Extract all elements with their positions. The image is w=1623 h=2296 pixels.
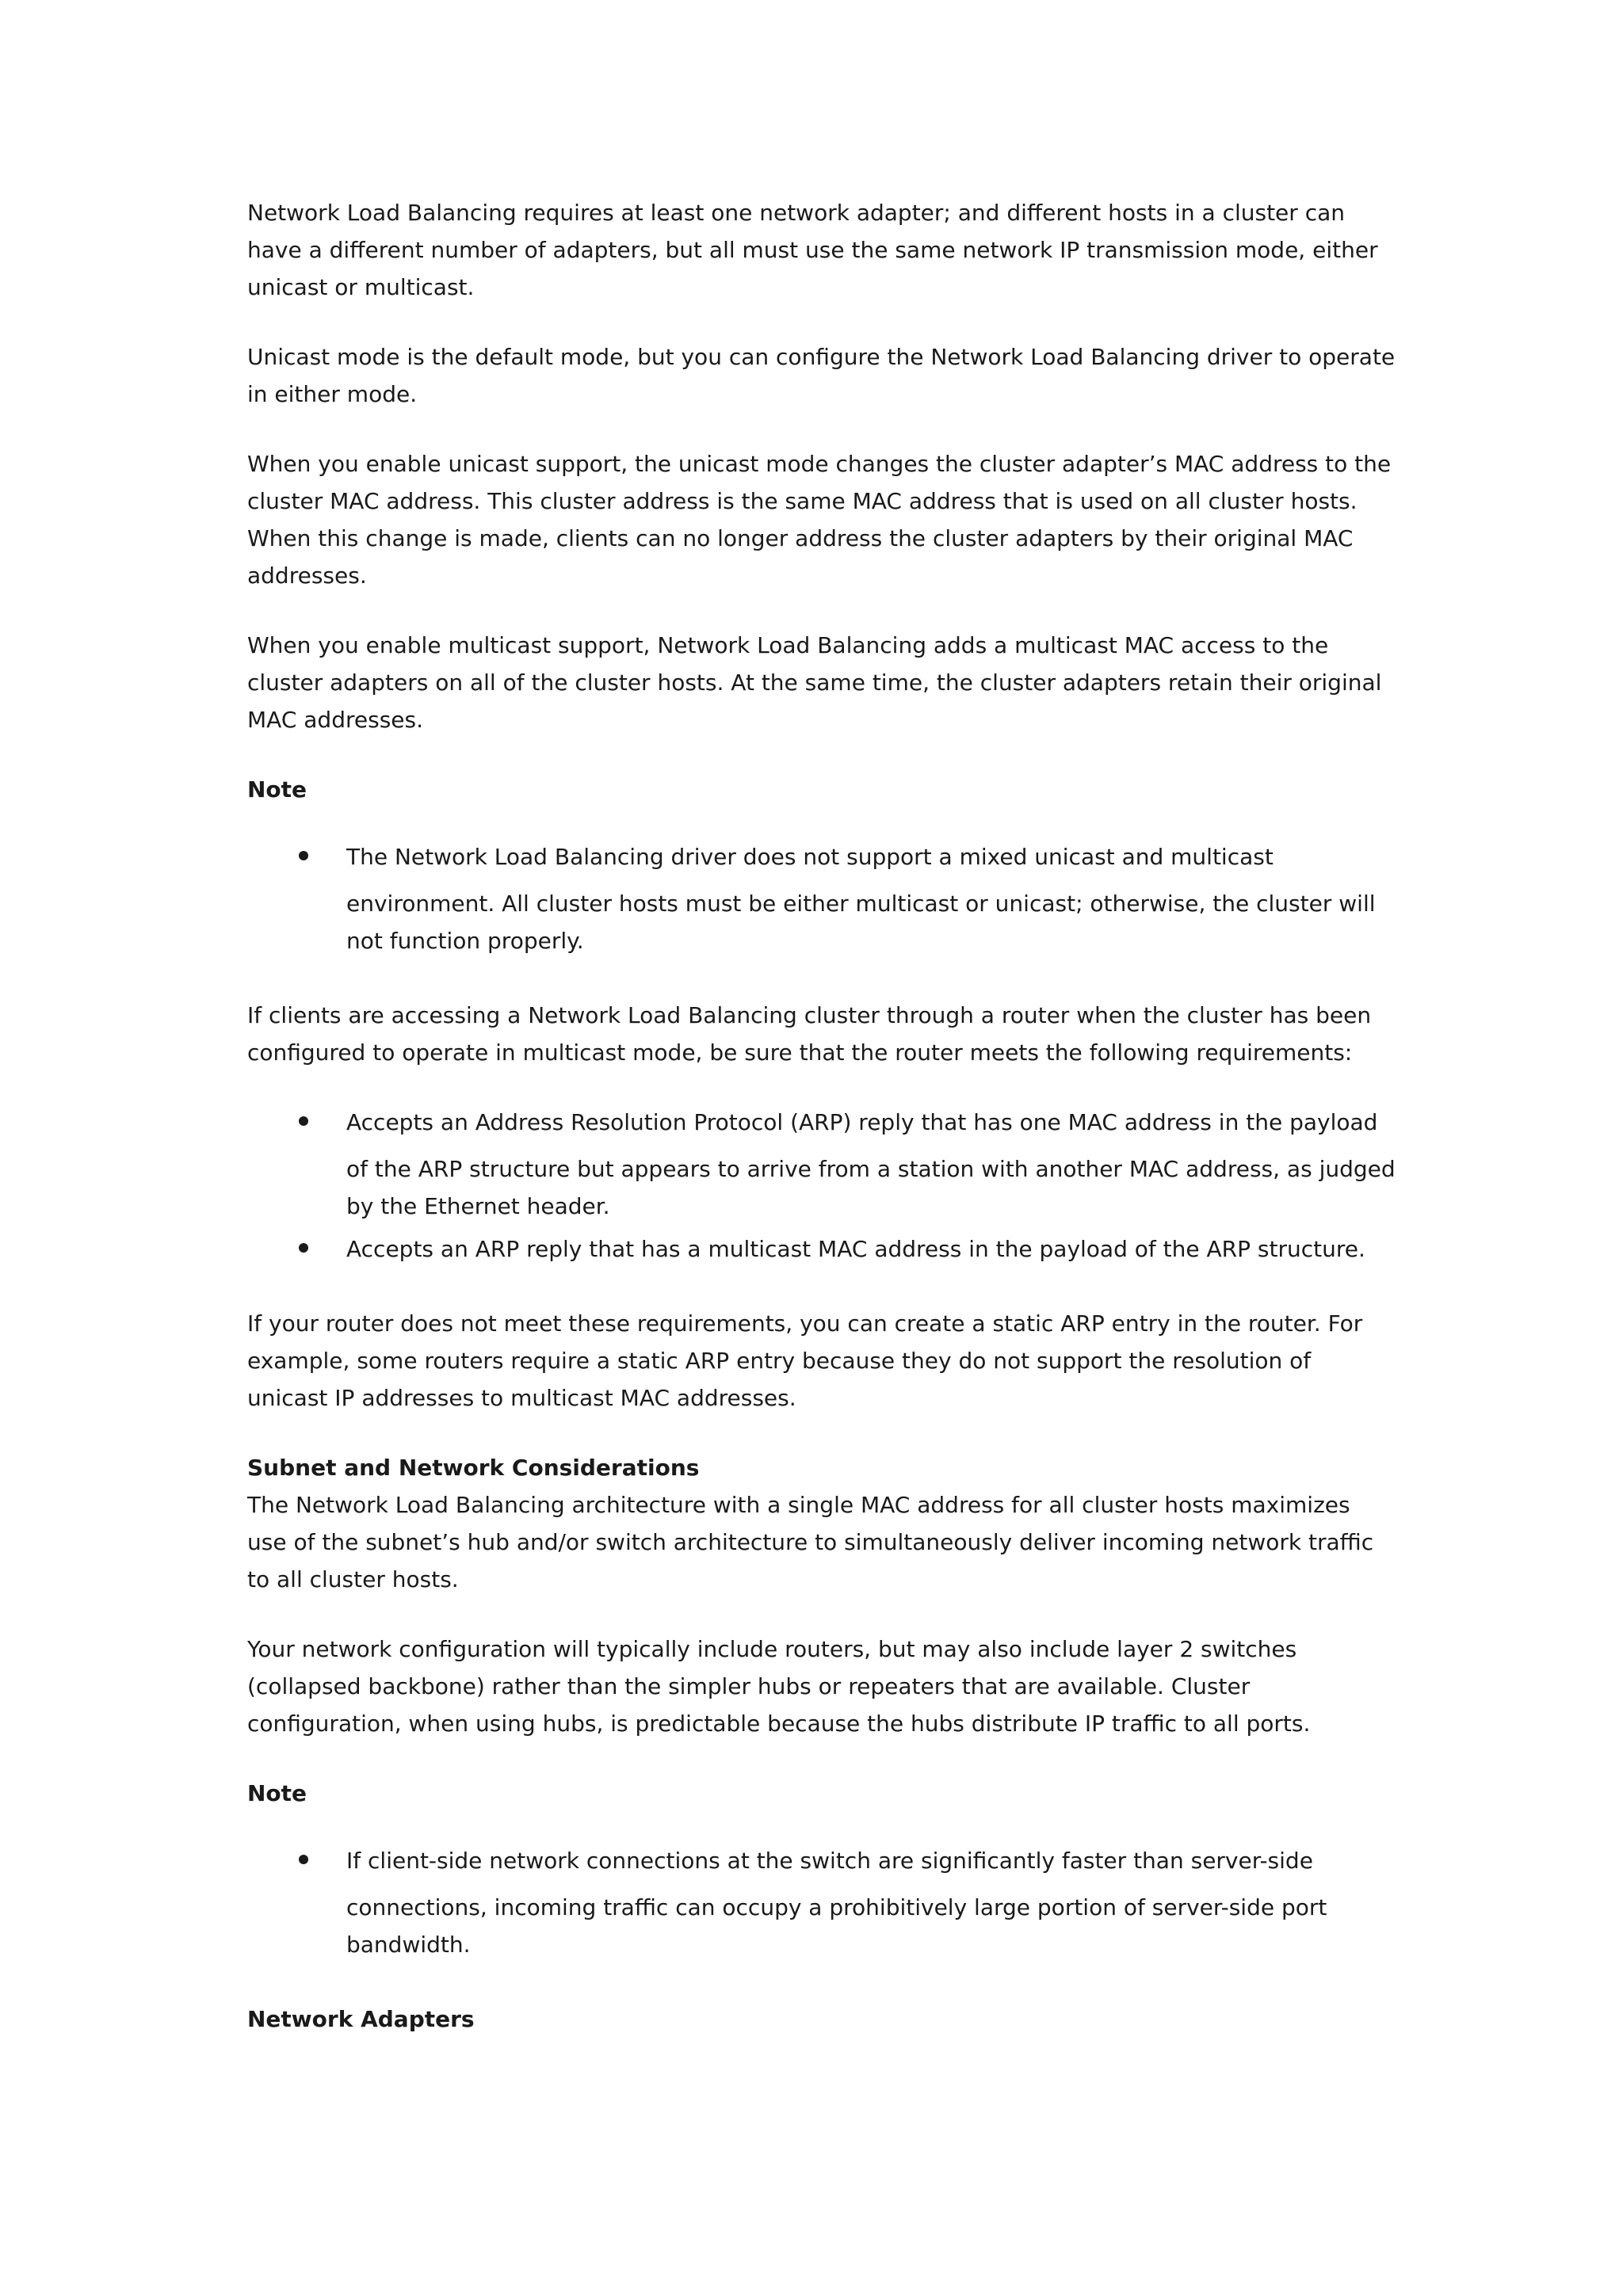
document-page bbox=[247, 194, 1396, 2038]
paragraph-router-requirements: If clients are accessing a Network Load Balancing cluster through a router when the cluster has been configured to operate in multicast mode, be sure that the router meets the following requirements: bbox=[247, 1002, 1372, 1066]
paragraph-unicast-support: When you enable unicast support, the unicast mode changes the cluster adapter’s MAC address to the cluster MAC address. This cluster address is the same MAC address that is used on all cluster hosts. When this change is made, clients can no longer address the cluster adapters by their original MAC addresses. bbox=[247, 451, 1392, 589]
list-item bbox=[247, 1104, 1396, 1225]
list-item-text: Accepts an Address Resolution Protocol (ARP) reply that has one MAC address in the payload bbox=[346, 1109, 1378, 1135]
note-heading: Note bbox=[247, 1780, 307, 1806]
router-bullet-list bbox=[247, 1104, 1396, 1268]
note-bullet-list bbox=[247, 838, 1396, 959]
paragraph-adapter-requirements: Network Load Balancing requires at least one network adapter; and different hosts in a cluster can have a different number of adapters, but all must use the same network IP transmission mode, either unicast or multicast. bbox=[247, 200, 1378, 300]
list-item bbox=[247, 838, 1396, 959]
note-heading: Note bbox=[247, 776, 307, 803]
section-heading-subnet: Subnet and Network Considerations bbox=[247, 1455, 700, 1481]
paragraph-unicast-default: Unicast mode is the default mode, but you can configure the Network Load Balancing driver to operate in either mode. bbox=[247, 344, 1396, 407]
list-item bbox=[247, 1842, 1396, 1963]
list-item-text: environment. All cluster hosts must be either multicast or unicast; otherwise, the cluster will not function properly. bbox=[346, 891, 1376, 954]
list-item-text: If client-side network connections at the switch are significantly faster than server-side bbox=[346, 1848, 1313, 1874]
paragraph-static-arp: If your router does not meet these requirements, you can create a static ARP entry in the router. For example, some routers require a static ARP entry because they do not support the resolution of unicast IP addresses to multicast MAC addresses. bbox=[247, 1310, 1363, 1411]
list-item-text: connections, incoming traffic can occupy a prohibitively large portion of server-side port bandwidth. bbox=[346, 1894, 1327, 1958]
bullet-icon bbox=[299, 1243, 308, 1253]
section-heading-network-adapters: Network Adapters bbox=[247, 2006, 475, 2032]
paragraph-architecture: The Network Load Balancing architecture with a single MAC address for all cluster hosts maximizes use of the subnet’s hub and/or switch architecture to simultaneously deliver incoming network traffic to all cluster hosts. bbox=[247, 1492, 1374, 1592]
bullet-icon bbox=[299, 851, 308, 860]
bullet-icon bbox=[299, 1855, 308, 1864]
list-item bbox=[247, 1230, 1396, 1268]
list-item-text: The Network Load Balancing driver does not support a mixed unicast and multicast bbox=[346, 844, 1274, 870]
bullet-icon bbox=[299, 1116, 308, 1126]
list-item-text: of the ARP structure but appears to arrive from a station with another MAC address, as judged by the Ethernet header. bbox=[346, 1156, 1396, 1219]
paragraph-multicast-support: When you enable multicast support, Network Load Balancing adds a multicast MAC access to the cluster adapters on all of the cluster hosts. At the same time, the cluster adapters retain their original MAC addresses. bbox=[247, 632, 1382, 733]
note-bullet-list bbox=[247, 1842, 1396, 1963]
list-item-text: Accepts an ARP reply that has a multicast MAC address in the payload of the ARP structure. bbox=[346, 1236, 1365, 1262]
paragraph-network-configuration: Your network configuration will typically include routers, but may also include layer 2 switches (collapsed backbone) rather than the simpler hubs or repeaters that are available. Cluster configuration, when using hubs, is predictable because the hubs distribute IP traffic to all ports. bbox=[247, 1636, 1311, 1737]
